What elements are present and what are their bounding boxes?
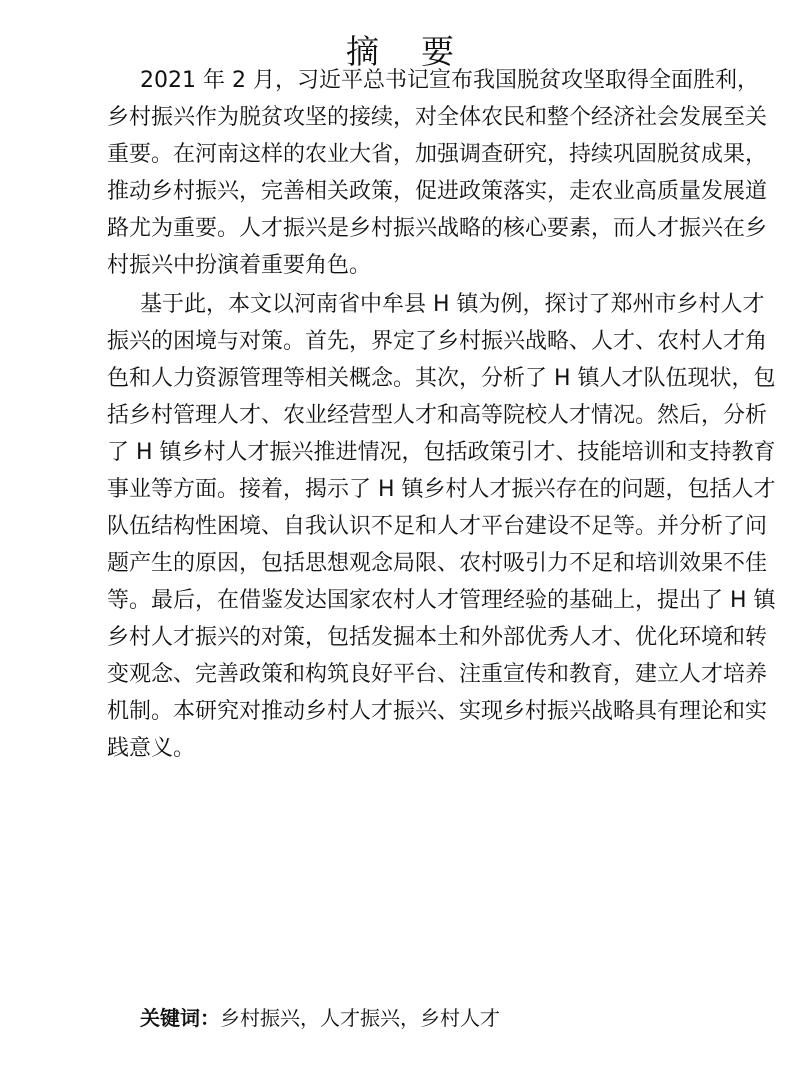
text-line: 乡村人才振兴的对策，包括发掘本土和外部优秀人才、优化环境和转	[107, 625, 768, 650]
text-line: 括乡村管理人才、农业经营型人才和高等院校人才情况。然后，分析	[107, 403, 768, 428]
text-line: 乡村振兴作为脱贫攻坚的接续，对全体农民和整个经济社会发展至关	[107, 105, 768, 130]
text-line: 了 H 镇乡村人才振兴推进情况，包括政策引才、技能培训和支持教育	[107, 440, 776, 465]
text-line: 2021 年 2 月，习近平总书记宣布我国脱贫攻坚取得全面胜利，	[140, 68, 759, 93]
text-line: 推动乡村振兴，完善相关政策，促进政策落实，走农业高质量发展道	[107, 179, 768, 204]
text-line: 基于此，本文以河南省中牟县 H 镇为例，探讨了郑州市乡村人才	[140, 292, 765, 317]
text-line: 机制。本研究对推动乡村人才振兴、实现乡村振兴战略具有理论和实	[107, 699, 768, 724]
text-line: 践意义。	[107, 736, 196, 761]
text-line: 色和人力资源管理等相关概念。其次，分析了 H 镇人才队伍现状，包	[107, 366, 776, 391]
abstract-title	[0, 26, 800, 73]
text-line: 事业等方面。接着，揭示了 H 镇乡村人才振兴存在的问题，包括人才	[107, 477, 776, 502]
text-line: 重要。在河南这样的农业大省，加强调查研究，持续巩固脱贫成果，	[107, 142, 768, 167]
text-line: 路尤为重要。人才振兴是乡村振兴战略的核心要素，而人才振兴在乡	[107, 216, 768, 241]
title-char-1: 摘	[346, 32, 379, 71]
text-line: 题产生的原因，包括思想观念局限、农村吸引力不足和培训效果不佳	[107, 551, 768, 576]
keywords-value: 乡村振兴，人才振兴，乡村人才	[220, 1006, 500, 1030]
title-char-2: 要	[421, 32, 454, 71]
text-line: 等。最后，在借鉴发达国家农村人才管理经验的基础上，提出了 H 镇	[107, 588, 776, 613]
text-line: 村振兴中扮演着重要角色。	[107, 253, 372, 278]
text-line: 队伍结构性困境、自我认识不足和人才平台建设不足等。并分析了问	[107, 514, 768, 539]
keywords-label: 关键词：	[140, 1006, 220, 1030]
keywords	[140, 1004, 500, 1032]
text-line: 振兴的困境与对策。首先，界定了乡村振兴战略、人才、农村人才角	[107, 329, 768, 354]
text-line: 变观念、完善政策和构筑良好平台、注重宣传和教育，建立人才培养	[107, 662, 768, 687]
